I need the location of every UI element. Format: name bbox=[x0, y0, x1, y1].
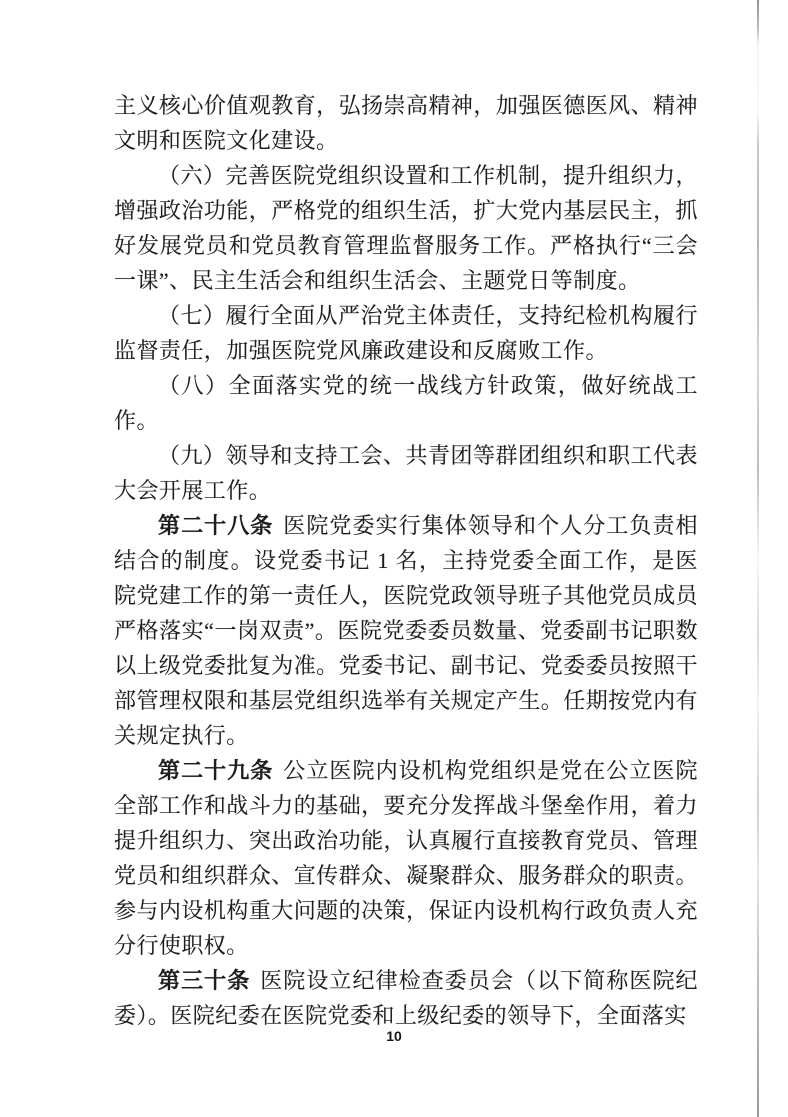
scan-artifact-line bbox=[757, 0, 759, 1117]
article-28 bbox=[114, 508, 698, 753]
paragraph-item-6 bbox=[114, 158, 698, 298]
paragraph-continuation bbox=[114, 88, 698, 158]
paragraph-item-7 bbox=[114, 298, 698, 368]
paragraph-text: 医院设立纪律检查委员会（以下简称医院纪委）。医院纪委在医院党委和上级纪委的领导下，全面落实 bbox=[114, 968, 698, 1028]
paragraph-text: 医院党委实行集体领导和个人分工负责相结合的制度。设党委书记 1 名，主持党委全面工作，是医院党建工作的第一责任人，医院党政领导班子其他党员成员严格落实“一岗双责”。医院党委委员数量、党委副书记职数以上级党委批复为准。党委书记、副书记、党委委员按照干部管理权限和基层党组织选举有关规定产生。任期按党内有关规定执行。 bbox=[114, 513, 698, 748]
paragraph-text: 主义核心价值观教育，弘扬崇高精神，加强医德医风、精神文明和医院文化建设。 bbox=[114, 93, 698, 153]
article-29 bbox=[114, 753, 698, 963]
paragraph-item-9 bbox=[114, 438, 698, 508]
article-number: 第二十八条 bbox=[158, 513, 274, 538]
page-number: 10 bbox=[386, 1028, 402, 1044]
paragraph-text: （六）完善医院党组织设置和工作机制，提升组织力，增强政治功能，严格党的组织生活，扩大党内基层民主，抓好发展党员和党员教育管理监督服务工作。严格执行“三会一课”、民主生活会和组织生活会、主题党日等制度。 bbox=[114, 163, 698, 293]
paragraph-item-8 bbox=[114, 368, 698, 438]
article-30 bbox=[114, 963, 698, 1033]
paragraph-text: （八）全面落实党的统一战线方针政策，做好统战工作。 bbox=[114, 373, 698, 433]
paragraph-text: 公立医院内设机构党组织是党在公立医院全部工作和战斗力的基础，要充分发挥战斗堡垒作用，着力提升组织力、突出政治功能，认真履行直接教育党员、管理党员和组织群众、宣传群众、凝聚群众、服务群众的职责。参与内设机构重大问题的决策，保证内设机构行政负责人充分行使职权。 bbox=[114, 758, 698, 958]
article-number: 第三十条 bbox=[158, 968, 251, 993]
paragraph-text: （九）领导和支持工会、共青团等群团组织和职工代表大会开展工作。 bbox=[114, 443, 698, 503]
document-body bbox=[114, 88, 698, 1033]
paragraph-text: （七）履行全面从严治党主体责任，支持纪检机构履行监督责任，加强医院党风廉政建设和反腐败工作。 bbox=[114, 303, 698, 363]
article-number: 第二十九条 bbox=[158, 758, 274, 783]
